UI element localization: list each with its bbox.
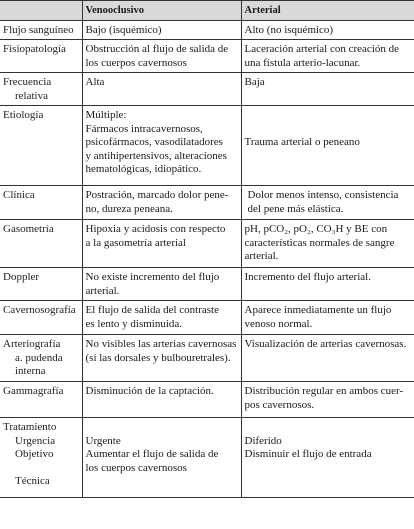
venooclusivo-cell xyxy=(82,335,241,382)
cell-text-line: del pene más elástica. xyxy=(247,202,344,215)
cell-text-line: no, dureza peneana. xyxy=(85,202,173,215)
cell-text-line xyxy=(3,462,79,476)
arterial-cell xyxy=(241,40,414,73)
venooclusivo-cell xyxy=(82,20,241,40)
cell-text-line: Frecuencia xyxy=(3,76,52,88)
cell-text-line: No existe incremento del flujo xyxy=(85,271,220,283)
cell-text-line xyxy=(245,421,412,435)
cell-text-line: Visualización de arterias cavernosas. xyxy=(244,338,407,350)
cell-text-line: Arteriografía xyxy=(3,338,61,350)
cell-text-line: No visibles las arterias cavernosas xyxy=(85,338,237,350)
venooclusivo-cell xyxy=(82,40,241,73)
row-label-cell xyxy=(0,73,82,106)
cell-text-line xyxy=(86,475,238,489)
cell-text-line: hematológicas, idiopático. xyxy=(85,163,202,175)
header-cell-empty xyxy=(0,1,82,21)
table-row xyxy=(0,106,414,186)
table-row xyxy=(0,382,414,418)
cell-text-line: Etiología xyxy=(3,109,44,121)
cell-text-line: Obstrucción al flujo de salida de xyxy=(85,43,229,55)
venooclusivo-cell xyxy=(82,268,241,301)
arterial-cell xyxy=(241,20,414,40)
table-header-row xyxy=(0,1,414,21)
cell-text-line: interna xyxy=(15,365,46,377)
cell-text-line: Aparece inmediatamente un flujo xyxy=(244,304,392,316)
cell-text-line: psicofármacos, vasodilatadores xyxy=(85,136,223,148)
venooclusivo-cell xyxy=(82,382,241,418)
venooclusivo-cell xyxy=(82,106,241,186)
arterial-cell xyxy=(241,186,414,220)
cell-text-line: los cuerpos cavernosos xyxy=(85,461,187,474)
table-row xyxy=(0,186,414,220)
cell-text-line: El flujo de salida del contraste xyxy=(85,304,219,316)
arterial-cell xyxy=(241,73,414,106)
venooclusivo-cell xyxy=(82,301,241,335)
cell-text-line: Trauma arterial o peneano xyxy=(244,136,360,148)
cell-text-line xyxy=(245,109,412,123)
arterial-cell xyxy=(241,418,414,498)
arterial-cell xyxy=(241,268,414,301)
cell-text-line: Alto (no isquémico) xyxy=(244,23,334,36)
cell-text-line: Laceración arterial con creación de xyxy=(244,43,400,55)
cell-text-line: Disminuir el flujo de entrada xyxy=(244,448,372,460)
cell-text-line: relativa xyxy=(15,89,48,102)
cell-text-line: Urgencia xyxy=(15,434,56,447)
arterial-cell xyxy=(241,301,414,335)
venooclusivo-cell xyxy=(82,418,241,498)
cell-text-line: Cavernosografía xyxy=(3,304,76,316)
cell-text-line: Gammagrafía xyxy=(3,385,64,397)
cell-text-line: Disminución de la captación. xyxy=(85,385,214,397)
cell-text-line: arterial. xyxy=(244,250,279,262)
row-label-cell xyxy=(0,418,82,498)
table-row xyxy=(0,301,414,335)
row-label-cell xyxy=(0,106,82,186)
cell-text-line: Baja xyxy=(244,76,265,88)
row-label-cell xyxy=(0,186,82,220)
cell-text-line: arterial. xyxy=(85,284,120,297)
row-label-cell xyxy=(0,335,82,382)
cell-text-line: Múltiple: xyxy=(85,109,127,121)
table-row xyxy=(0,220,414,268)
table-row xyxy=(0,268,414,301)
cell-text-line: Urgente xyxy=(85,434,121,447)
venooclusivo-cell xyxy=(82,220,241,268)
cell-text-line: Flujo sanguíneo xyxy=(3,23,74,36)
cell-text-line xyxy=(86,421,238,435)
cell-text-line: (sí las dorsales y bulbouretrales). xyxy=(85,351,231,364)
arterial-cell xyxy=(241,220,414,268)
cell-text-line: Bajo (isquémico) xyxy=(85,23,162,36)
cell-text-line: los cuerpos cavernosos xyxy=(85,56,187,69)
venooclusivo-cell xyxy=(82,186,241,220)
arterial-cell xyxy=(241,335,414,382)
row-label-cell xyxy=(0,268,82,301)
cell-text-line: venoso normal. xyxy=(244,317,313,330)
cell-text-line: a la gasometría arterial xyxy=(85,236,186,249)
row-label-cell xyxy=(0,220,82,268)
cell-text-line: Tratamiento xyxy=(3,421,57,433)
cell-text-line: Fisiopatología xyxy=(3,43,66,55)
cell-text-line: características normales de sangre xyxy=(244,236,395,249)
venooclusivo-cell xyxy=(82,73,241,106)
header-cell-venooclusivo: Venooclusivo xyxy=(82,1,241,21)
cell-text-line: es lento y disminuida. xyxy=(85,317,183,330)
cell-text-line: Alta xyxy=(85,76,105,88)
cell-text-line: y antihipertensivos, alteraciones xyxy=(85,149,227,162)
cell-text-line: Distribución regular en ambos cuer- xyxy=(244,385,404,397)
arterial-cell xyxy=(241,106,414,186)
row-label-cell xyxy=(0,382,82,418)
cell-text-line: Clínica xyxy=(3,189,35,201)
cell-text-line xyxy=(245,475,412,489)
cell-text-line: Aumentar el flujo de salida de xyxy=(85,448,219,460)
header-cell-arterial: Arterial xyxy=(241,1,414,21)
cell-text-line: pH, pCO₂, pO₂, CO₃H y BE con xyxy=(244,223,388,235)
table-row xyxy=(0,335,414,382)
cell-text-line: pos cavernosos. xyxy=(244,398,315,411)
table-row xyxy=(0,20,414,40)
cell-text-line: Incremento del flujo arterial. xyxy=(244,271,371,283)
cell-text-line: una fístula arterio-lacunar. xyxy=(244,56,361,69)
cell-text-line: Postración, marcado dolor pene- xyxy=(85,189,229,201)
cell-text-line: Dolor menos intenso, consistencia xyxy=(247,189,399,201)
row-label-cell xyxy=(0,40,82,73)
arterial-cell xyxy=(241,382,414,418)
cell-text-line xyxy=(245,123,412,137)
cell-text-line: Objetivo xyxy=(15,448,54,460)
row-label-cell xyxy=(0,301,82,335)
cell-text-line: a. pudenda xyxy=(15,351,63,364)
row-label-cell xyxy=(0,20,82,40)
table-row xyxy=(0,418,414,498)
cell-text-line: Técnica xyxy=(15,475,50,487)
cell-text-line: Fármacos intracavernosos, xyxy=(85,122,203,135)
cell-text-line xyxy=(245,462,412,476)
cell-text-line: Diferido xyxy=(244,434,282,447)
cell-text-line: Gasometría xyxy=(3,223,54,235)
table-row xyxy=(0,73,414,106)
cell-text-line: Doppler xyxy=(3,271,40,283)
table-row xyxy=(0,40,414,73)
cell-text-line: Hipoxia y acidosis con respecto xyxy=(85,223,226,235)
